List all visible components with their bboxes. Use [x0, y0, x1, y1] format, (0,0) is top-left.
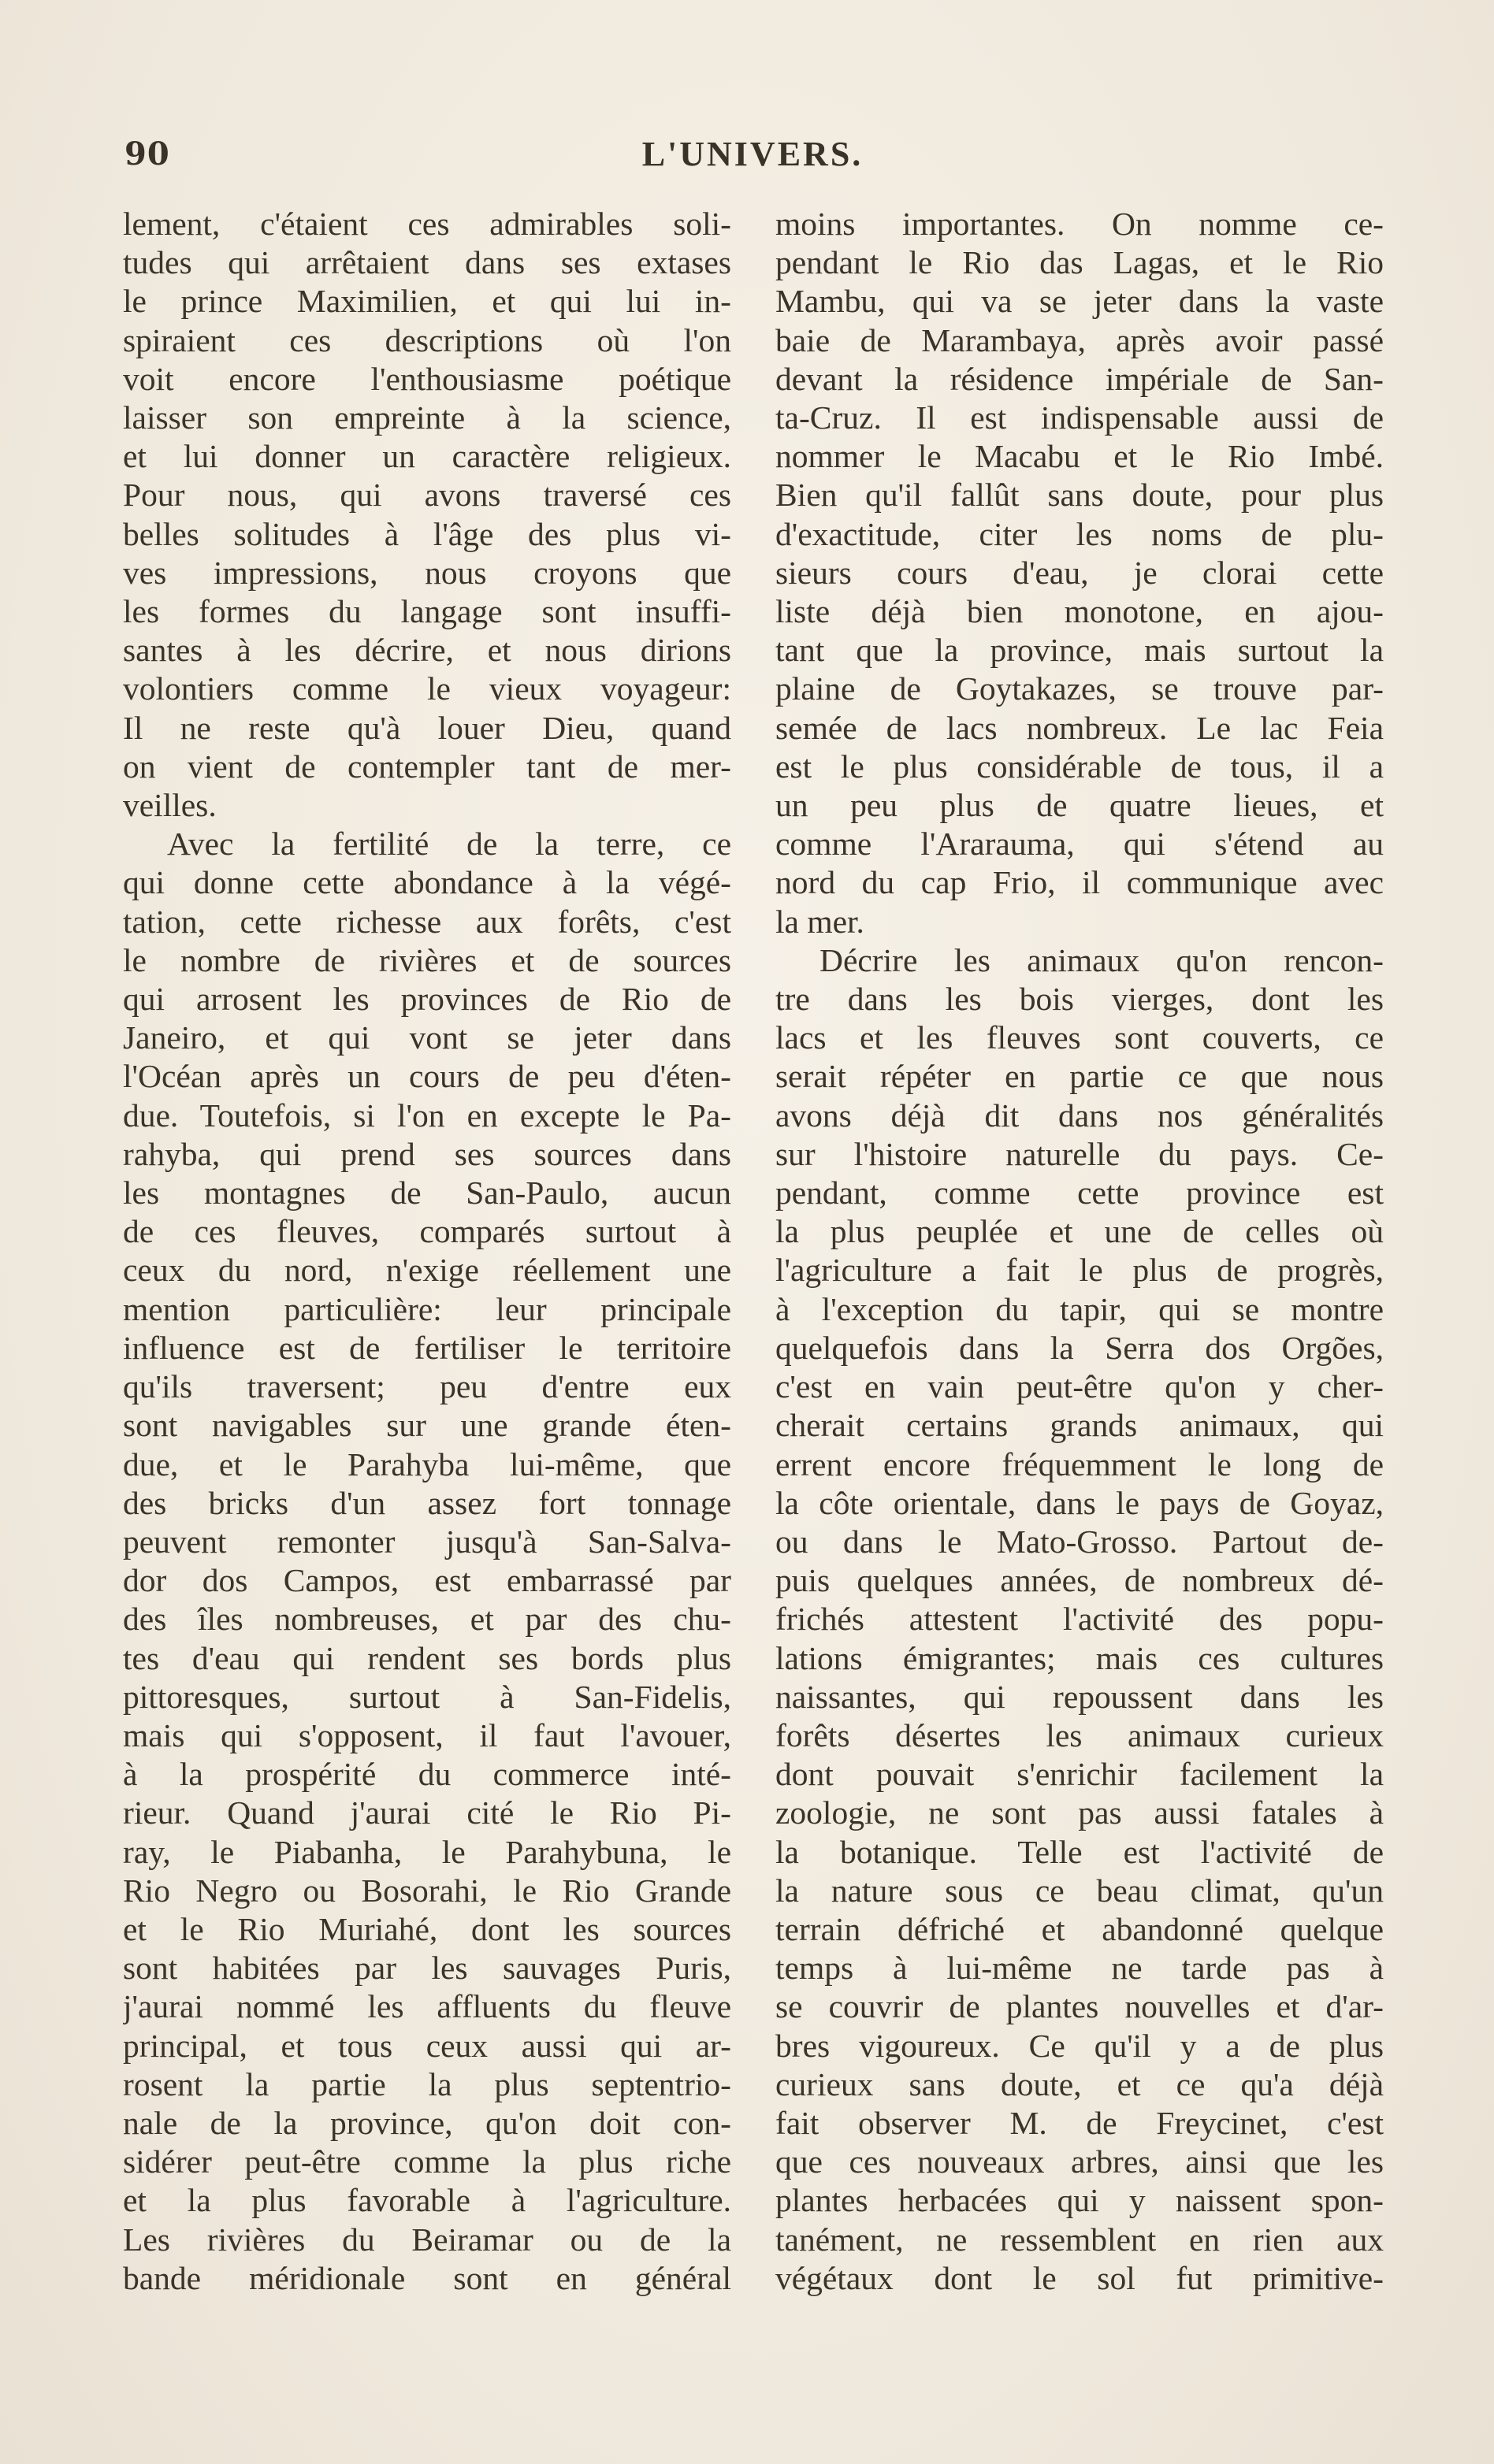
text-line: la botanique. Telle est l'activité de [775, 1833, 1384, 1870]
text-line: laisser son empreinte à la science, [123, 399, 731, 436]
text-line: devant la résidence impériale de San- [775, 360, 1384, 397]
text-line: puis quelques années, de nombreux dé- [775, 1562, 1384, 1599]
text-line: Il ne reste qu'à louer Dieu, quand [123, 709, 731, 746]
text-line: qu'ils traversent; peu d'entre eux [123, 1368, 731, 1405]
text-line: un peu plus de quatre lieues, et [775, 787, 1384, 824]
text-line: santes à les décrire, et nous dirions [123, 632, 731, 669]
text-line: la plus peuplée et une de celles où [775, 1213, 1384, 1250]
text-line: terrain défriché et abandonné quelque [775, 1910, 1384, 1947]
page-number: 90 [124, 135, 170, 173]
text-line: Décrire les animaux qu'on rencon- [819, 941, 1384, 978]
text-line: curieux sans doute, et ce qu'a déjà [775, 2065, 1384, 2102]
text-line: des îles nombreuses, et par des chu- [123, 1601, 731, 1638]
text-line: spiraient ces descriptions où l'on [123, 321, 731, 358]
text-line: baie de Marambaya, après avoir passé [775, 321, 1384, 358]
text-line: l'Océan après un cours de peu d'éten- [123, 1058, 731, 1095]
text-line: la côte orientale, dans le pays de Goyaz, [775, 1484, 1384, 1521]
text-line: ves impressions, nous croyons que [123, 554, 731, 591]
text-line: nale de la province, qu'on doit con- [123, 2104, 731, 2141]
text-line: tation, cette richesse aux forêts, c'est [123, 903, 731, 940]
text-line: rosent la partie la plus septentrio- [123, 2065, 731, 2102]
text-line: à l'exception du tapir, qui se montre [775, 1290, 1384, 1327]
text-line: influence est de fertiliser le territoire [123, 1329, 731, 1366]
text-line: veilles. [123, 787, 217, 824]
text-line: Les rivières du Beiramar ou de la [123, 2221, 731, 2258]
text-line: nommer le Macabu et le Rio Imbé. [775, 438, 1384, 475]
text-line: Bien qu'il fallût sans doute, pour plus [775, 477, 1384, 514]
text-line: tudes qui arrêtaient dans ses extases [123, 244, 731, 281]
text-line: Rio Negro ou Bosorahi, le Rio Grande [123, 1872, 731, 1909]
text-line: que ces nouveaux arbres, ainsi que les [775, 2143, 1384, 2180]
text-line: due, et le Parahyba lui-même, que [123, 1445, 731, 1482]
text-line: pendant le Rio das Lagas, et le Rio [775, 244, 1384, 281]
text-line: errent encore fréquemment le long de [775, 1445, 1384, 1482]
text-line: tre dans les bois vierges, dont les [775, 981, 1384, 1018]
text-line: plaine de Goytakazes, se trouve par- [775, 670, 1384, 707]
text-line: cherait certains grands animaux, qui [775, 1407, 1384, 1444]
text-line: nord du cap Frio, il communique avec [775, 864, 1384, 901]
text-line: mais qui s'opposent, il faut l'avouer, [123, 1716, 731, 1753]
text-line: semée de lacs nombreux. Le lac Feia [775, 709, 1384, 746]
text-line: voit encore l'enthousiasme poétique [123, 360, 731, 397]
text-line: c'est en vain peut-être qu'on y cher- [775, 1368, 1384, 1405]
text-line: Janeiro, et qui vont se jeter dans [123, 1019, 731, 1056]
text-line: j'aurai nommé les affluents du fleuve [123, 1988, 731, 2025]
text-line: se couvrir de plantes nouvelles et d'ar- [775, 1988, 1384, 2025]
text-line: ta-Cruz. Il est indispensable aussi de [775, 399, 1384, 436]
text-line: liste déjà bien monotone, en ajou- [775, 593, 1384, 630]
text-line: rahyba, qui prend ses sources dans [123, 1135, 731, 1172]
text-line: pittoresques, surtout à San-Fidelis, [123, 1678, 731, 1715]
text-line: moins importantes. On nomme ce- [775, 206, 1384, 242]
text-line: le nombre de rivières et de sources [123, 941, 731, 978]
text-line: comme l'Ararauma, qui s'étend au [775, 826, 1384, 863]
right-text-column [775, 205, 1384, 2298]
text-line: plantes herbacées qui y naissent spon- [775, 2182, 1384, 2219]
text-line: Pour nous, qui avons traversé ces [123, 477, 731, 514]
text-line: mention particulière: leur principale [123, 1290, 731, 1327]
text-line: lations émigrantes; mais ces cultures [775, 1639, 1384, 1676]
text-line: tanément, ne ressemblent en rien aux [775, 2221, 1384, 2258]
text-line: frichés attestent l'activité des popu- [775, 1601, 1384, 1638]
left-text-column [123, 205, 731, 2298]
text-line: le prince Maximilien, et qui lui in- [123, 283, 731, 320]
text-line: on vient de contempler tant de mer- [123, 748, 731, 785]
text-line: la mer. [775, 903, 864, 940]
text-line: qui donne cette abondance à la végé- [123, 864, 731, 901]
text-line: et la plus favorable à l'agriculture. [123, 2182, 731, 2219]
text-line: belles solitudes à l'âge des plus vi- [123, 515, 731, 552]
text-line: qui arrosent les provinces de Rio de [123, 981, 731, 1018]
text-line: Mambu, qui va se jeter dans la vaste [775, 283, 1384, 320]
text-line: volontiers comme le vieux voyageur: [123, 670, 731, 707]
text-line: les formes du langage sont insuffi- [123, 593, 731, 630]
text-line: fait observer M. de Freycinet, c'est [775, 2104, 1384, 2141]
text-line: pendant, comme cette province est [775, 1174, 1384, 1212]
text-line: sidérer peut-être comme la plus riche [123, 2143, 731, 2180]
text-line: est le plus considérable de tous, il a [775, 748, 1384, 785]
text-line: les montagnes de San-Paulo, aucun [123, 1174, 731, 1212]
text-line: sieurs cours d'eau, je clorai cette [775, 554, 1384, 591]
text-line: tant que la province, mais surtout la [775, 632, 1384, 669]
text-line: ray, le Piabanha, le Parahybuna, le [123, 1833, 731, 1870]
text-line: et lui donner un caractère religieux. [123, 438, 731, 475]
text-line: de ces fleuves, comparés surtout à [123, 1213, 731, 1250]
text-line: la nature sous ce beau climat, qu'un [775, 1872, 1384, 1909]
text-line: rieur. Quand j'aurai cité le Rio Pi- [123, 1794, 731, 1831]
text-line: principal, et tous ceux aussi qui ar- [123, 2027, 731, 2064]
text-line: forêts désertes les animaux curieux [775, 1716, 1384, 1753]
text-line: végétaux dont le sol fut primitive- [775, 2259, 1384, 2296]
text-line: lacs et les fleuves sont couverts, ce [775, 1019, 1384, 1056]
text-line: temps à lui-même ne tarde pas à [775, 1950, 1384, 1987]
text-line: et le Rio Muriahé, dont les sources [123, 1910, 731, 1947]
text-line: l'agriculture a fait le plus de progrès, [775, 1252, 1384, 1289]
text-line: des bricks d'un assez fort tonnage [123, 1484, 731, 1521]
page-header [118, 132, 1387, 180]
text-line: d'exactitude, citer les noms de plu- [775, 515, 1384, 552]
text-line: dor dos Campos, est embarrassé par [123, 1562, 731, 1599]
text-line: quelquefois dans la Serra dos Orgões, [775, 1329, 1384, 1366]
text-line: dont pouvait s'enrichir facilement la [775, 1756, 1384, 1793]
text-line: serait répéter en partie ce que nous [775, 1058, 1384, 1095]
text-line: sur l'histoire naturelle du pays. Ce- [775, 1135, 1384, 1172]
text-line: avons déjà dit dans nos généralités [775, 1097, 1384, 1134]
text-line: tes d'eau qui rendent ses bords plus [123, 1639, 731, 1676]
text-line: ceux du nord, n'exige réellement une [123, 1252, 731, 1289]
text-line: sont navigables sur une grande éten- [123, 1407, 731, 1444]
text-line: bres vigoureux. Ce qu'il y a de plus [775, 2027, 1384, 2064]
text-line: à la prospérité du commerce inté- [123, 1756, 731, 1793]
text-line: peuvent remonter jusqu'à San-Salva- [123, 1523, 731, 1560]
text-line: ou dans le Mato-Grosso. Partout de- [775, 1523, 1384, 1560]
text-line: due. Toutefois, si l'on en excepte le Pa- [123, 1097, 731, 1134]
text-line: bande méridionale sont en général [123, 2259, 731, 2296]
text-line: zoologie, ne sont pas aussi fatales à [775, 1794, 1384, 1831]
text-line: naissantes, qui repoussent dans les [775, 1678, 1384, 1715]
text-line: Avec la fertilité de la terre, ce [167, 826, 731, 863]
text-line: lement, c'étaient ces admirables soli- [123, 206, 731, 242]
running-title: L'UNIVERS. [641, 135, 864, 173]
text-line: sont habitées par les sauvages Puris, [123, 1950, 731, 1987]
